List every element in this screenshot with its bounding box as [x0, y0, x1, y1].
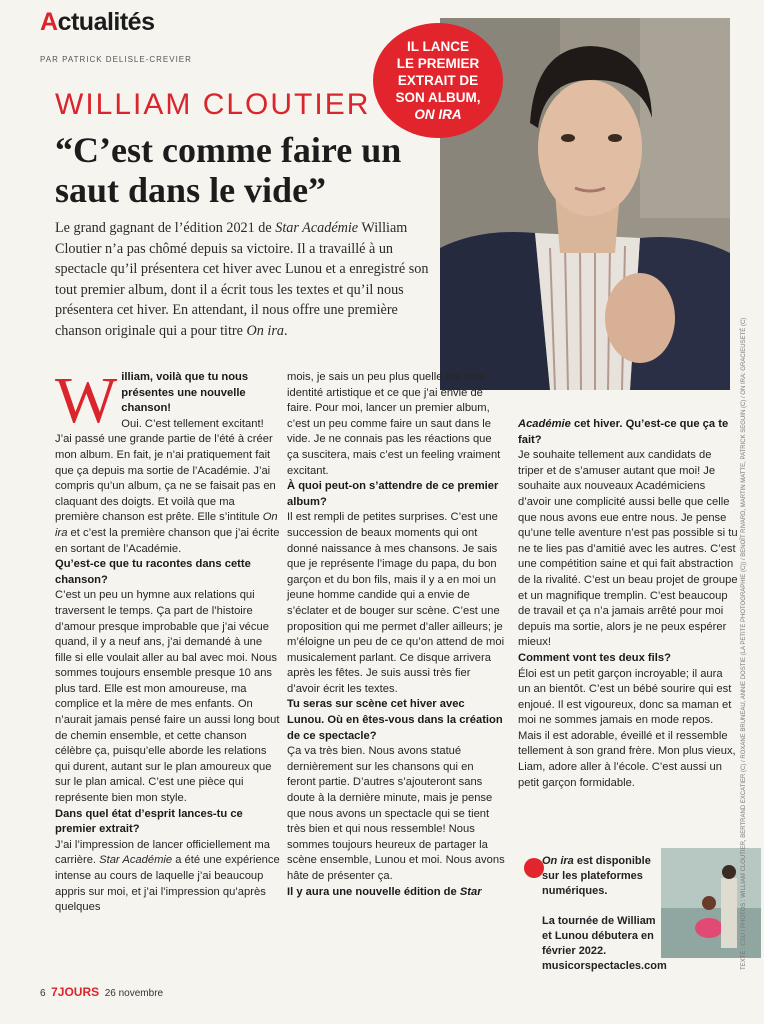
answer: C’est un peu un hymne aux relations qui traversent le temps. Ça part de l’histoire d’amour presque improbable que j’ai vécue quand, il y a neuf ans, j’ai demandé à une fille si elle voulait aller au bal avec moi. Nous sommes toujours ensemble presque 10 ans plus tard. Elle est mon amoureuse, ma complice et la mère de mes enfants. On n’aurait jamais pensé faire un aussi long bout de chemin ensemble, et cette chanson célèbre ça, puisqu’elle aborde les relations qui durent, autant sur le plan amoureux que sur le plan amical. C’est une pièce qui représente bien mon style. [55, 589, 280, 805]
answer: Il est rempli de petites surprises. C’est une succession de beaux moments qui ont donné naissance à mes chansons. Je sais que je représente l’image du papa, du bon garçon et du bon fils, mais il y a en moi un jeune homme candide qui a envie de s’éclater et de bouger sur scène. C’est une proposition qui me permet d’aller ailleurs; je m’éloigne un peu de ce qu’on attend de moi musicalement parlant. Ce disque arrivera après les fêtes. Je suis aussi très fier d’avoir écrit les textes. [287, 511, 505, 695]
question: Dans quel état d’esprit lances-tu ce premier extrait? [55, 807, 243, 836]
question: Qu’est-ce que tu racontes dans cette chanson? [55, 558, 251, 586]
question: Académie cet hiver. Qu’est-ce que ça te fait? [518, 418, 729, 446]
answer: Je souhaite tellement aux candidats de triper et de s’amuser autant que moi! Je souhaite aux nouveaux Académiciens d’avoir une complicité aussi belle que celle que nous avons eue entre nous. Je pense qu’une telle aventure n’est pas possible si tu ne te lies pas d’amitié avec les autres. C’est une compétition saine et qui fait abstraction de la rivalité. C’est un beau projet de groupe et un magnifique tremplin. C’est beaucoup de travail et ça n’a jamais arrêté pour moi depuis ma sortie, alors je ne peux espérer mieux! [518, 449, 738, 649]
photo-credit: TEXTE : CSU / PHOTOS : WILLIAM CLOUTIER, BERTRAND EXCATIER (C) / ROXANE BRUNEAU, ANNIE DOSTIE (LA PETITE PHOTOGRAPHIE (C)) / BENOÎT RIVARD, MARTIN MATTE, PATRICK SEGUIN (C) / ON IRA: GRACIEUSETÉ (C) [741, 317, 747, 970]
promo-box [516, 840, 762, 980]
question: illiam, voilà que tu nous présentes une nouvelle chanson! [121, 371, 249, 415]
question: Comment vont tes deux fils? [518, 651, 671, 664]
answer: mois, je sais un peu plus quelle est mon identité artistique et ce que j’ai envie de faire. Pour moi, lancer un premier album, c’est un peu comme faire un saut dans le vide. Je ne connais pas les réactions que ça suscitera, mais c’est un feeling vraiment excitant. [287, 371, 501, 477]
answer: Oui. C’est tellement excitant! J’ai passé une grande partie de l’été à créer mon album. En fait, je n’ai pratiquement fait que ça depuis ma sortie de l’Académie. J’ai compris qu’un album, ça ne se faisait pas en claquant des doigts. Et voilà que ma première chanson est prête. Elle s’intitule On ira et c’est la première chanson que j’ai écrite en sortant de l’Académie. [55, 417, 280, 555]
dropcap: W [55, 364, 118, 437]
promo-text: On ira est disponible sur les plateformes numériques. La tournée de William et Lunou débutera en février 2022. musicorspectacles.com [542, 855, 667, 972]
subject-name: WILLIAM CLOUTIER [55, 88, 371, 121]
answer: Ça va très bien. Nous avons statué dernièrement sur les chansons qui en feront partie. D’autres s’ajouteront sans doute à la dernière minute, mais je pense que nous avons un spectacle qui se tient très bien et qui nous ressemble! Nous sommes toujours heureux de partager la scène ensemble, Lunou et moi. Nous avons hâte de présenter ça. [287, 745, 505, 882]
promo-badge: IL LANCE LE PREMIER EXTRAIT DE SON ALBUM, ON IRA [373, 23, 503, 138]
headline: “C’est comme faire un saut dans le vide” [55, 130, 402, 210]
lede-paragraph: Le grand gagnant de l’édition 2021 de Star Académie William Cloutier n’a pas chômé depuis sa victoire. Il a travaillé à un spectacle qu’il présentera cet hiver avec Lunou et a enregistré son tout premier album, dont il a écrit tous les textes et qu’il nous présentera cet hiver. En attendant, il nous offre une première chanson originale qui a pour titre On ira. [55, 220, 429, 339]
column-1 [55, 364, 281, 916]
answer: Éloi est un petit garçon incroyable; il aura un an bientôt. C’est un bébé sourire qui est enjoué. Il est vigoureux, donc sa maman et moi ne sommes jamais en mode repos. Mais il est adorable, éveillé et il ressemble tellement à son grand frère. Mon plus vieux, Liam, adore aller à l’école. C’est aussi un petit garçon formidable. [518, 667, 736, 789]
column-2 [287, 370, 505, 900]
question: À quoi peut-on s’attendre de ce premier album? [287, 480, 499, 508]
question: Tu seras sur scène cet hiver avec Lunou. Où en êtes-vous dans la création de ce spectacle? [287, 698, 503, 742]
play-icon [524, 858, 544, 878]
section-title: Actualités [40, 8, 155, 36]
column-3 [518, 417, 738, 791]
question: Il y aura une nouvelle édition de Star [287, 885, 482, 898]
answer: J’ai l’impression de lancer officiellement ma carrière. Star Académie a été une expérience intense au cours de laquelle j’ai beaucoup appris sur moi, et j’ai l’impression qu’après quelques [55, 838, 280, 914]
page-footer: 6 7JOURS 26 novembre [40, 985, 164, 999]
byline: PAR PATRICK DELISLE-CREVIER [40, 55, 192, 64]
